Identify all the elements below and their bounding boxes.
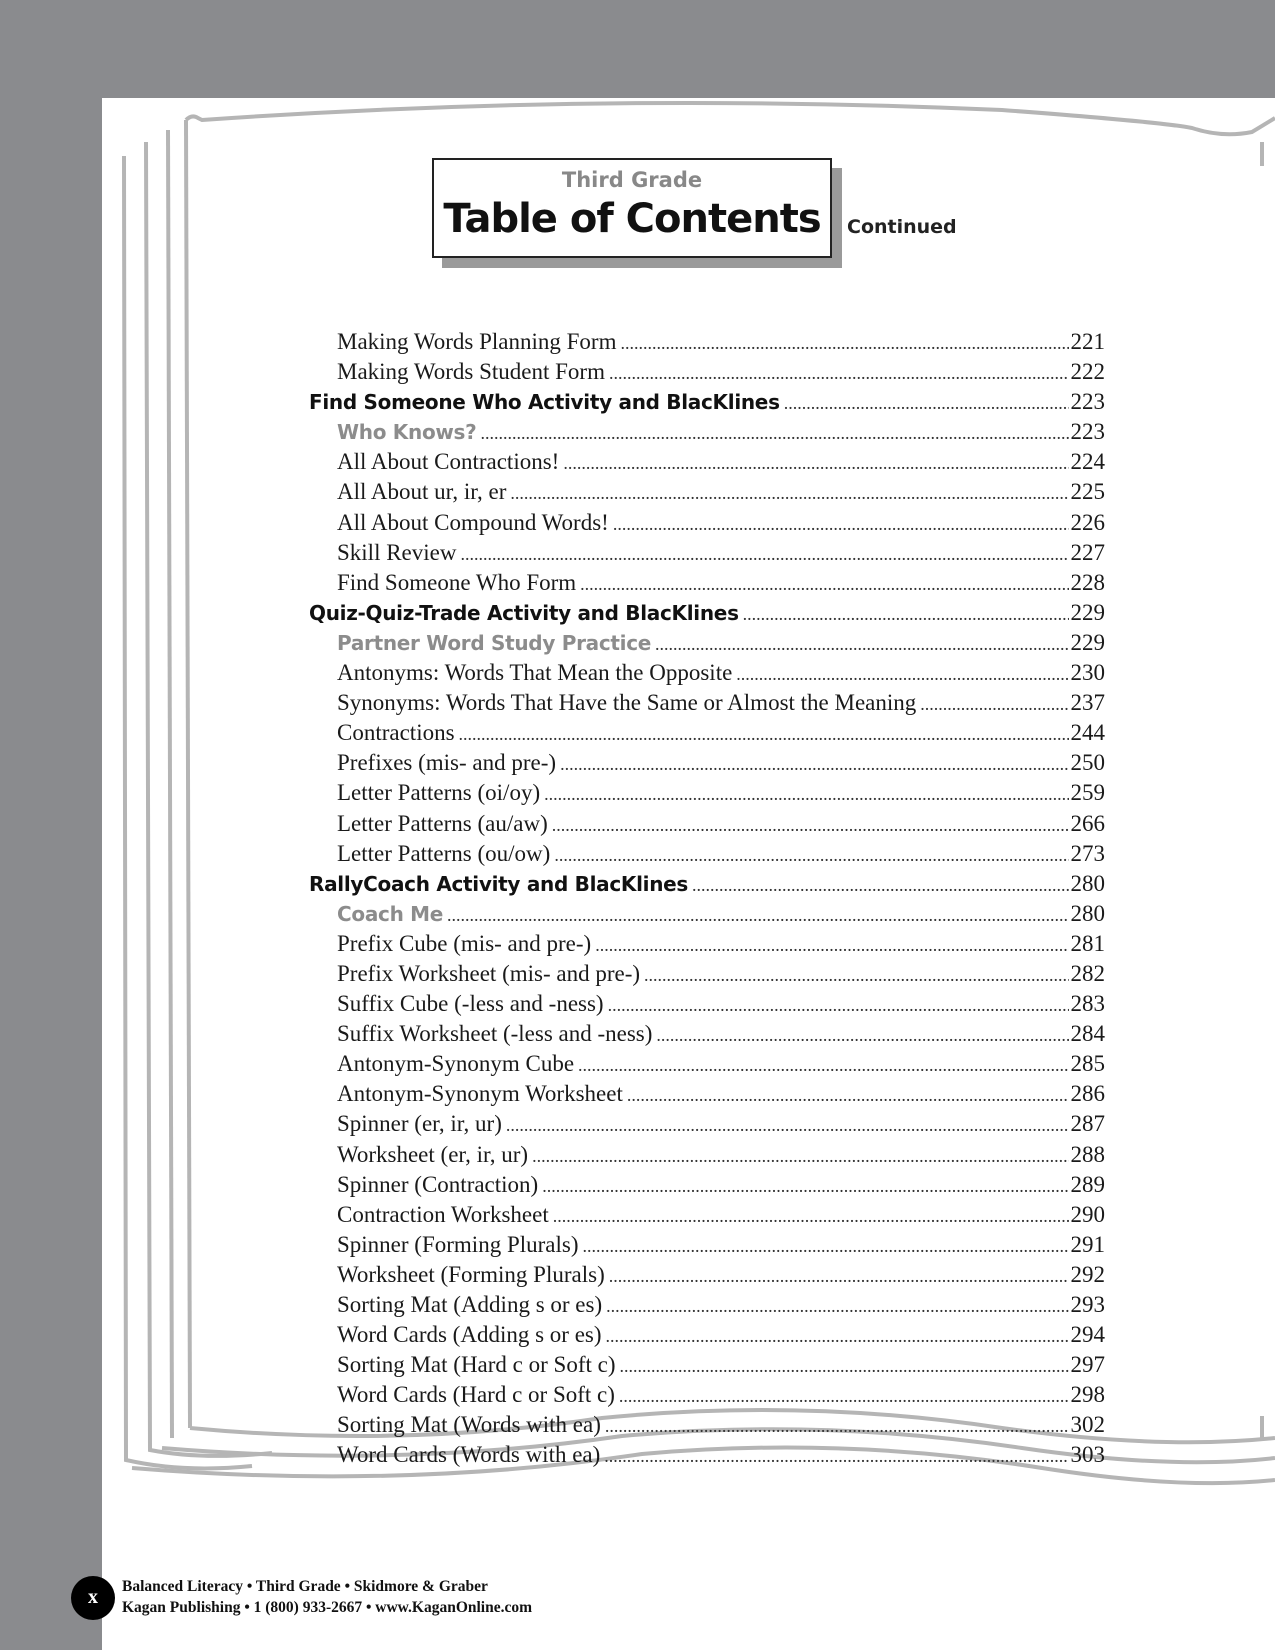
toc-entry-label: Find Someone Who Form — [337, 569, 577, 595]
toc-entry-label: Spinner (Contraction) — [337, 1171, 539, 1197]
toc-page-number: 286 — [1070, 1081, 1105, 1107]
toc-entry-label: Prefixes (mis- and pre-) — [337, 750, 557, 776]
toc-entry — [309, 1260, 1105, 1290]
toc-entry-label: Spinner (Forming Plurals) — [337, 1231, 579, 1257]
toc-entry-label: Letter Patterns (oi/oy) — [337, 780, 541, 806]
toc-dot-leader — [613, 509, 1069, 538]
toc-entry-label: Sorting Mat (Adding s or es) — [337, 1292, 603, 1317]
toc-page-number: 259 — [1070, 780, 1105, 806]
toc-dot-leader — [608, 990, 1069, 1019]
toc-dot-leader — [447, 900, 1068, 929]
toc-dot-leader — [620, 1351, 1069, 1380]
toc-entry — [309, 508, 1105, 538]
toc-entry — [309, 1290, 1105, 1320]
page-number-badge: x — [71, 1576, 115, 1620]
toc-entry — [309, 718, 1105, 748]
toc-page-number: 228 — [1070, 569, 1105, 595]
toc-page-number: 291 — [1070, 1231, 1105, 1257]
toc-entry — [309, 1049, 1105, 1079]
toc-entry — [309, 1170, 1105, 1200]
toc-entry — [309, 1019, 1105, 1049]
toc-page-number: 284 — [1070, 1021, 1105, 1047]
toc-page-number: 280 — [1070, 900, 1105, 926]
toc-entry — [309, 839, 1105, 869]
toc-dot-leader — [606, 1291, 1068, 1320]
toc-page-number: 290 — [1070, 1201, 1105, 1227]
toc-entry — [309, 538, 1105, 568]
toc-entry-label: Suffix Cube (-less and -ness) — [337, 991, 604, 1017]
toc-dot-leader — [459, 719, 1069, 748]
toc-entry-label: Antonyms: Words That Mean the Opposite — [337, 660, 733, 686]
toc-entry — [309, 477, 1105, 507]
toc-page-number: 250 — [1070, 750, 1105, 776]
toc-dot-leader — [553, 1201, 1069, 1230]
toc-entry — [309, 959, 1105, 989]
toc-entry-label: RallyCoach Activity and BlacKlines — [309, 871, 688, 896]
toc-section-heading — [309, 869, 1105, 899]
toc-entry-label: Coach Me — [337, 901, 444, 926]
toc-entry-label: Sorting Mat (Words with ea) — [337, 1412, 601, 1438]
toc-page-number: 281 — [1070, 930, 1105, 956]
toc-entry-label: Letter Patterns (au/aw) — [337, 810, 548, 836]
toc-page-number: 292 — [1070, 1261, 1105, 1287]
toc-entry — [309, 1140, 1105, 1170]
toc-dot-leader — [604, 1441, 1068, 1470]
toc-dot-leader — [692, 870, 1069, 899]
toc-entry — [309, 1380, 1105, 1410]
toc-entry-label: Who Knows? — [337, 420, 477, 445]
toc-dot-leader — [542, 1171, 1068, 1200]
toc-page-number: 237 — [1070, 690, 1105, 716]
toc-dot-leader — [506, 1110, 1069, 1139]
toc-page-number: 225 — [1070, 479, 1105, 505]
toc-page-number: 230 — [1070, 660, 1105, 686]
toc-dot-leader — [656, 1020, 1068, 1049]
toc-entry-label: Find Someone Who Activity and BlacKlines — [309, 390, 780, 415]
toc-entry — [309, 447, 1105, 477]
toc-page-number: 298 — [1070, 1382, 1105, 1408]
toc-page-number: 294 — [1070, 1322, 1105, 1348]
toc-dot-leader — [605, 1411, 1069, 1440]
toc-dot-leader — [544, 779, 1068, 808]
toc-entry — [309, 929, 1105, 959]
toc-entry — [309, 778, 1105, 808]
toc-entry-label: Word Cards (Adding s or es) — [337, 1322, 602, 1348]
toc-title-box — [432, 158, 832, 258]
toc-list — [309, 327, 1105, 1471]
toc-dot-leader — [609, 1261, 1069, 1290]
toc-entry-label: Synonyms: Words That Have the Same or Almost the Meaning — [337, 690, 917, 716]
toc-dot-leader — [532, 1141, 1068, 1170]
toc-dot-leader — [580, 569, 1068, 598]
toc-page-number: 266 — [1070, 810, 1105, 836]
toc-entry-label: Contraction Worksheet — [337, 1201, 549, 1227]
toc-dot-leader — [644, 960, 1068, 989]
toc-dot-leader — [655, 629, 1068, 658]
toc-entry — [309, 1320, 1105, 1350]
toc-entry-label: Worksheet (Forming Plurals) — [337, 1261, 605, 1287]
toc-entry-label: Partner Word Study Practice — [337, 630, 652, 655]
toc-dot-leader — [554, 840, 1068, 869]
toc-page-number: 287 — [1070, 1111, 1105, 1137]
toc-dot-leader — [609, 358, 1069, 387]
toc-entry-label: Antonym-Synonym Worksheet — [337, 1081, 623, 1107]
toc-dot-leader — [578, 1050, 1068, 1079]
toc-entry — [309, 1350, 1105, 1380]
toc-dot-leader — [595, 930, 1068, 959]
toc-entry-label: Prefix Worksheet (mis- and pre-) — [337, 960, 641, 986]
toc-entry-label: Word Cards (Hard c or Soft c) — [337, 1382, 615, 1408]
toc-entry-label: Making Words Student Form — [337, 359, 605, 385]
toc-page-number: 297 — [1070, 1352, 1105, 1378]
toc-page-number: 283 — [1070, 991, 1105, 1017]
toc-dot-leader — [560, 749, 1068, 778]
toc-page-number: 223 — [1070, 419, 1105, 445]
toc-entry — [309, 357, 1105, 387]
toc-dot-leader — [920, 689, 1068, 718]
toc-page-number: 229 — [1070, 599, 1105, 625]
toc-entry-label: Suffix Worksheet (-less and -ness) — [337, 1021, 653, 1047]
toc-dot-leader — [552, 810, 1069, 839]
toc-entry — [309, 1200, 1105, 1230]
toc-subheading — [309, 628, 1105, 658]
toc-entry — [309, 658, 1105, 688]
toc-page-number: 303 — [1070, 1442, 1105, 1468]
toc-entry-label: All About ur, ir, er — [337, 479, 507, 505]
toc-page-number: 226 — [1070, 509, 1105, 535]
toc-page-number: 302 — [1070, 1412, 1105, 1438]
grade-subtitle: Third Grade — [561, 168, 703, 192]
toc-dot-leader — [460, 539, 1068, 568]
toc-entry-label: Worksheet (er, ir, ur) — [337, 1141, 529, 1167]
toc-page-number: 227 — [1070, 539, 1105, 565]
toc-section-heading — [309, 598, 1105, 628]
toc-entry-label: Skill Review — [337, 539, 457, 565]
toc-entry — [309, 568, 1105, 598]
toc-dot-leader — [627, 1080, 1069, 1109]
toc-page-number: 222 — [1070, 359, 1105, 385]
toc-entry — [309, 688, 1105, 718]
toc-page-number: 293 — [1070, 1292, 1105, 1317]
toc-dot-leader — [736, 659, 1068, 688]
toc-dot-leader — [784, 388, 1069, 417]
toc-entry — [309, 1230, 1105, 1260]
page-title: Table of Contents — [443, 196, 821, 242]
toc-entry — [309, 1410, 1105, 1440]
toc-entry-label: Prefix Cube (mis- and pre-) — [337, 930, 592, 956]
toc-page-number: 273 — [1070, 840, 1105, 866]
toc-page-number: 288 — [1070, 1141, 1105, 1167]
toc-subheading — [309, 417, 1105, 447]
toc-entry — [309, 327, 1105, 357]
toc-entry — [309, 1079, 1105, 1109]
toc-entry — [309, 1440, 1105, 1470]
toc-entry-label: Word Cards (Words with ea) — [337, 1442, 601, 1468]
toc-subheading — [309, 899, 1105, 929]
toc-entry-label: Quiz-Quiz-Trade Activity and BlacKlines — [309, 600, 739, 625]
toc-page-number: 224 — [1070, 449, 1105, 475]
toc-page-number: 223 — [1070, 389, 1105, 415]
toc-entry-label: All About Compound Words! — [337, 509, 609, 535]
toc-entry-label: All About Contractions! — [337, 449, 560, 475]
toc-dot-leader — [620, 328, 1068, 357]
toc-page-number: 282 — [1070, 960, 1105, 986]
toc-entry-label: Contractions — [337, 720, 455, 746]
toc-section-heading — [309, 387, 1105, 417]
toc-page-number: 285 — [1070, 1051, 1105, 1077]
toc-page-number: 289 — [1070, 1171, 1105, 1197]
toc-dot-leader — [480, 418, 1068, 447]
footer-publisher-info: Kagan Publishing • 1 (800) 933-2667 • www.KaganOnline.com — [122, 1599, 533, 1616]
left-gray-band — [0, 0, 102, 1650]
toc-dot-leader — [563, 448, 1068, 477]
continued-label: Continued — [847, 216, 957, 238]
toc-entry-label: Antonym-Synonym Cube — [337, 1051, 575, 1077]
toc-dot-leader — [510, 478, 1068, 507]
toc-entry-label: Spinner (er, ir, ur) — [337, 1111, 502, 1137]
toc-entry-label: Making Words Planning Form — [337, 329, 617, 354]
top-gray-band — [0, 0, 1275, 98]
toc-page-number: 244 — [1070, 720, 1105, 746]
toc-page-number: 280 — [1070, 870, 1105, 896]
toc-dot-leader — [619, 1381, 1069, 1410]
footer-book-info: Balanced Literacy • Third Grade • Skidmore & Graber — [122, 1578, 488, 1595]
toc-entry — [309, 989, 1105, 1019]
toc-page-number: 229 — [1070, 629, 1105, 655]
toc-dot-leader — [606, 1321, 1069, 1350]
toc-entry-label: Sorting Mat (Hard c or Soft c) — [337, 1352, 616, 1378]
toc-entry-label: Letter Patterns (ou/ow) — [337, 840, 551, 866]
toc-dot-leader — [743, 599, 1069, 628]
toc-entry — [309, 748, 1105, 778]
toc-dot-leader — [583, 1231, 1069, 1260]
toc-entry — [309, 809, 1105, 839]
toc-page-number: 221 — [1070, 329, 1105, 354]
toc-entry — [309, 1109, 1105, 1139]
